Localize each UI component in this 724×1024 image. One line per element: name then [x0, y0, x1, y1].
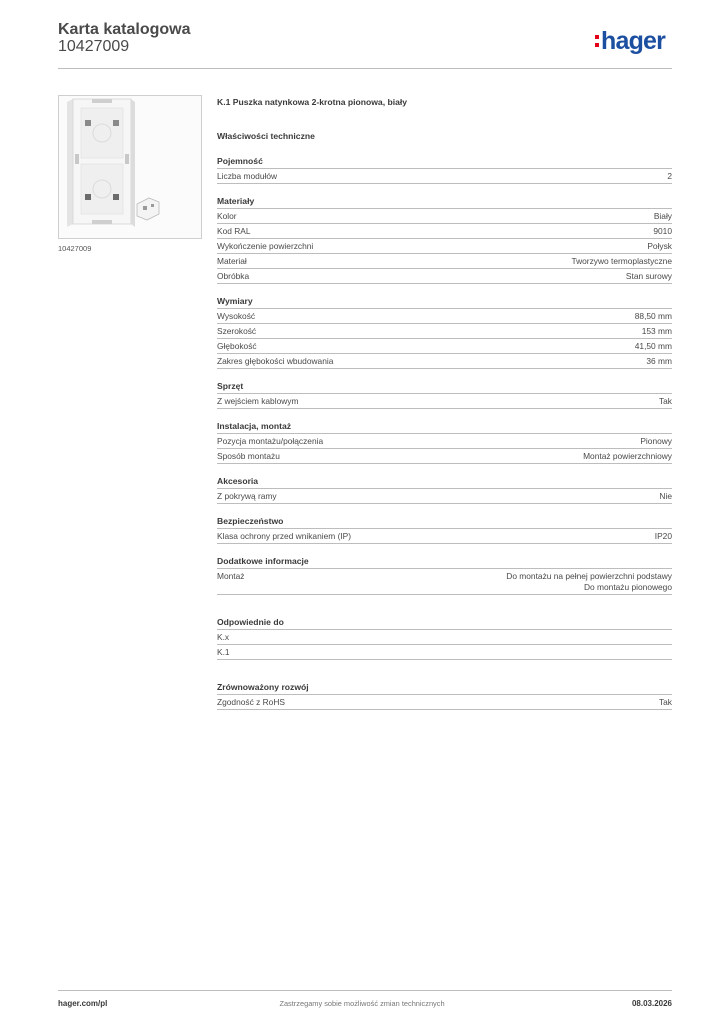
property-row	[217, 224, 672, 239]
header-divider	[58, 68, 672, 69]
footer-website: hager.com/pl	[58, 999, 108, 1008]
property-label: Z wejściem kablowym	[217, 396, 299, 406]
property-value-line: 9010	[653, 226, 672, 236]
property-row	[217, 569, 672, 595]
property-label: Głębokość	[217, 341, 257, 351]
properties-sections	[217, 155, 672, 710]
property-section	[217, 616, 672, 660]
logo-mark-icon	[595, 35, 599, 47]
property-value-line: Pionowy	[640, 436, 672, 446]
property-value-line: Połysk	[647, 241, 672, 251]
document-title: Karta katalogowa	[58, 21, 191, 38]
property-row	[217, 645, 672, 660]
property-value-line: Nie	[659, 491, 672, 501]
property-value	[506, 571, 672, 593]
property-value	[635, 311, 672, 322]
property-section	[217, 155, 672, 184]
property-row	[217, 449, 672, 464]
property-value	[642, 326, 672, 337]
property-value-line: Montaż powierzchniowy	[583, 451, 672, 461]
property-value	[659, 396, 672, 407]
property-value	[626, 271, 672, 282]
property-label: Zgodność z RoHS	[217, 697, 285, 707]
property-value-line: 88,50 mm	[634, 311, 672, 321]
property-label: Pozycja montażu/połączenia	[217, 436, 324, 446]
hager-logo	[595, 27, 665, 55]
property-row	[217, 434, 672, 449]
property-value	[667, 171, 672, 182]
section-title: Pojemność	[217, 155, 672, 169]
property-section	[217, 380, 672, 409]
property-value	[653, 226, 672, 237]
property-label: Z pokrywą ramy	[217, 491, 277, 501]
property-row	[217, 489, 672, 504]
section-title: Sprzęt	[217, 380, 672, 394]
property-value	[635, 341, 672, 352]
section-title: Materiały	[217, 195, 672, 209]
property-value-line: Stan surowy	[625, 271, 672, 281]
property-value	[659, 697, 672, 708]
surface-box-illustration	[59, 96, 201, 238]
property-label: Klasa ochrony przed wnikaniem (IP)	[217, 531, 352, 541]
property-row	[217, 239, 672, 254]
property-value-line: 36 mm	[646, 356, 672, 366]
property-label: Materiał	[217, 256, 247, 266]
property-label: Wysokość	[217, 311, 256, 321]
footer-notice: Zastrzegamy sobie możliwość zmian technicznych	[279, 999, 445, 1008]
property-row	[217, 269, 672, 284]
property-value	[571, 256, 672, 267]
property-value	[655, 531, 672, 542]
property-row	[217, 169, 672, 184]
section-title: Odpowiednie do	[217, 616, 672, 630]
product-title: K.1 Puszka natynkowa 2-krotna pionowa, biały	[217, 97, 408, 107]
property-label: Liczba modułów	[217, 171, 278, 181]
property-row	[217, 394, 672, 409]
section-title: Zrównoważony rozwój	[217, 681, 672, 695]
property-label: K.x	[217, 632, 230, 642]
property-value-line: Tworzywo termoplastyczne	[571, 256, 672, 266]
property-section	[217, 195, 672, 284]
property-label: Montaż	[217, 571, 245, 581]
property-row	[217, 209, 672, 224]
product-details	[217, 96, 672, 710]
image-caption: 10427009	[58, 244, 92, 253]
footer-date: 08.03.2026	[631, 999, 672, 1008]
property-row	[217, 354, 672, 369]
property-section	[217, 555, 672, 595]
property-value-line: Tak	[658, 396, 672, 406]
property-value	[654, 211, 672, 222]
section-title: Wymiary	[217, 295, 672, 309]
property-row	[217, 630, 672, 645]
property-section	[217, 681, 672, 710]
property-value-line: IP20	[654, 531, 672, 541]
technical-properties-heading: Właściwości techniczne	[217, 131, 315, 141]
property-label: Zakres głębokości wbudowania	[217, 356, 334, 366]
property-value-line: Biały	[653, 211, 672, 221]
property-row	[217, 324, 672, 339]
property-section	[217, 475, 672, 504]
property-value	[583, 451, 672, 462]
property-value-line: Do montażu na pełnej powierzchni podstawy	[506, 571, 672, 581]
property-value-line: 41,50 mm	[634, 341, 672, 351]
property-label: Sposób montażu	[217, 451, 280, 461]
property-label: Kolor	[217, 211, 237, 221]
property-value-line: Do montażu pionowego	[584, 582, 672, 592]
property-section	[217, 295, 672, 369]
property-row	[217, 695, 672, 710]
property-label: Kod RAL	[217, 226, 251, 236]
product-code: 10427009	[58, 38, 130, 55]
property-label: Wykończenie powierzchni	[217, 241, 314, 251]
property-label: Szerokość	[217, 326, 257, 336]
property-value	[640, 436, 672, 447]
property-row	[217, 529, 672, 544]
property-row	[217, 254, 672, 269]
property-row	[217, 339, 672, 354]
section-title: Instalacja, montaż	[217, 420, 672, 434]
property-section	[217, 420, 672, 464]
footer-divider	[58, 990, 672, 991]
section-title: Bezpieczeństwo	[217, 515, 672, 529]
property-value-line: Tak	[658, 697, 672, 707]
property-section	[217, 515, 672, 544]
property-label: Obróbka	[217, 271, 250, 281]
property-value	[646, 356, 672, 367]
section-title: Dodatkowe informacje	[217, 555, 672, 569]
property-value	[647, 241, 672, 252]
property-label: K.1	[217, 647, 230, 657]
property-value-line: 153 mm	[641, 326, 672, 336]
logo-text: hager	[601, 27, 666, 55]
property-row	[217, 309, 672, 324]
property-value	[659, 491, 672, 502]
product-image	[58, 95, 202, 239]
section-title: Akcesoria	[217, 475, 672, 489]
property-value-line: 2	[667, 171, 672, 181]
